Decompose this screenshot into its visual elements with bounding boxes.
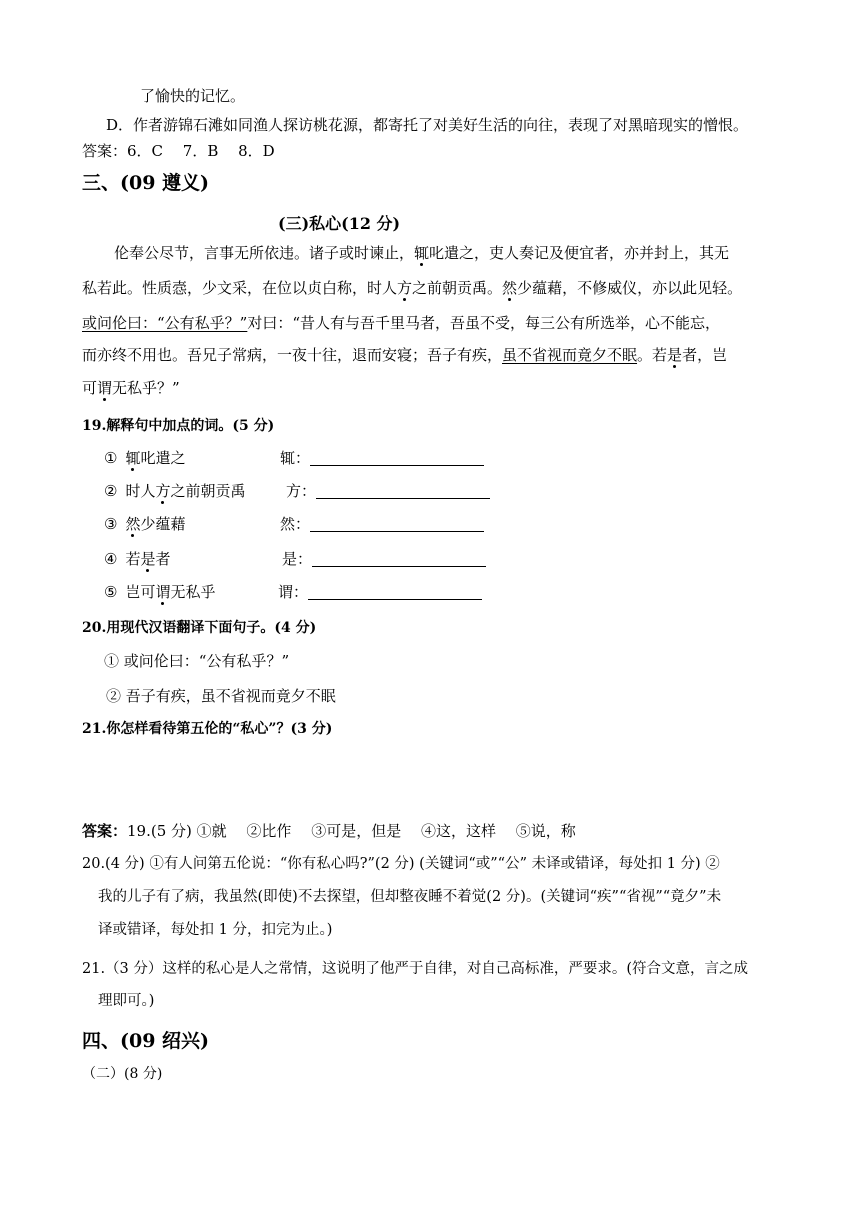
section3-heading: 三、(09 遵义): [82, 172, 210, 194]
section4-sub: （二）(8 分): [82, 1066, 163, 1082]
answer-blank[interactable]: [310, 515, 484, 532]
passage-text: 私若此。性质悫，少文采，在位以贞白称，时人: [82, 279, 398, 297]
prev-d-tail: 了愉快的记忆。: [140, 87, 246, 105]
passage-title: (三)私心(12 分): [278, 214, 401, 233]
answer-label: 答案：: [82, 822, 128, 840]
q20-sentence-1: ① 或问伦曰：“公有私乎？”: [104, 652, 290, 670]
key-word: 然：: [280, 515, 311, 533]
dotted-word: 是: [667, 346, 683, 364]
passage-text: 伦奉公尽节，言事无所依违。诸子或时谏止，: [114, 244, 415, 262]
answer-20-line-1: 20.(4 分) ①有人问第五伦说：“你有私心吗?”(2 分) (关键词“或”“公” 未译或错译，每处扣 1 分) ②: [82, 856, 720, 872]
item-text: 者: [155, 550, 171, 568]
q20-stem: 20.用现代汉语翻译下面句子。(4 分): [82, 620, 317, 636]
q20-sentence-2: ② 吾子有疾，虽不省视而竟夕不眠: [106, 687, 336, 705]
underlined-sentence: 或问伦曰：“公有私乎？”: [82, 314, 248, 332]
answer-blank[interactable]: [312, 550, 486, 567]
passage-line-1: [114, 242, 729, 264]
answer-blank[interactable]: [308, 583, 482, 600]
dotted-word: 谓: [155, 583, 171, 601]
underlined-sentence: 虽不省视而竟夕不眠: [502, 346, 638, 364]
q19-answer-4: [282, 548, 486, 570]
answer-blank[interactable]: [316, 482, 490, 499]
passage-line-2: [82, 277, 742, 299]
item-number: ④: [104, 550, 118, 568]
q19-answer-3: [280, 513, 484, 535]
answer-text: 19.(5 分) ①就 ②比作 ③可是，但是 ④这，这样 ⑤说，称: [127, 822, 576, 840]
passage-line-3: [82, 312, 720, 334]
passage-line-5: [82, 377, 180, 399]
passage-text: 。若: [637, 346, 668, 364]
q21-answer-area[interactable]: [82, 745, 772, 805]
answer-21-line-1: 21.（3 分）这样的私心是人之常情，这说明了他严于自律，对自己高标准，严要求。(符合文意，言之成: [82, 961, 749, 977]
key-word: 谓：: [278, 583, 309, 601]
key-word: 辄：: [280, 449, 311, 467]
section4-heading: 四、(09 绍兴): [82, 1030, 210, 1052]
item-text: 岂可: [125, 583, 156, 601]
item-number: ②: [104, 482, 118, 500]
item-number: ⑤: [104, 583, 118, 601]
item-number: ③: [104, 515, 118, 533]
q19-item-5: [104, 581, 216, 603]
item-text: 叱遣之: [140, 449, 186, 467]
dotted-word: 然: [125, 515, 141, 533]
dotted-word: 方: [397, 279, 413, 297]
passage-text: 无私乎？”: [112, 379, 180, 397]
item-number: ①: [104, 449, 118, 467]
passage-text: 对曰：“昔人有与吾千里马者，吾虽不受，每三公有所选举，心不能忘，: [247, 314, 721, 332]
item-text: 少蕴藉: [140, 515, 186, 533]
item-text: 无私乎: [170, 583, 216, 601]
q19-stem: 19.解释句中加点的词。(5 分): [82, 418, 275, 434]
q19-answer-1: [280, 447, 484, 469]
passage-line-4: [82, 344, 727, 366]
passage-text: 之前朝贡禹。: [412, 279, 503, 297]
q19-item-4: [104, 548, 171, 570]
key-word: 方：: [286, 482, 317, 500]
q21-stem: 21.你怎样看待第五伦的“私心”？(3 分): [82, 721, 333, 737]
prev-d-option: D．作者游锦石滩如同渔人探访桃花源，都寄托了对美好生活的向往，表现了对黑暗现实的憎恨。: [106, 116, 749, 134]
q19-answer-2: [286, 480, 490, 502]
passage-text: 而亦终不用也。吾兄子常病，一夜十往，退而安寝；吾子有疾，: [82, 346, 503, 364]
item-text: 若: [125, 550, 141, 568]
passage-text: 少蕴藉，不修威仪，亦以此见轻。: [517, 279, 743, 297]
dotted-word: 辄: [125, 449, 141, 467]
dotted-word: 然: [502, 279, 518, 297]
dotted-word: 辄: [414, 244, 430, 262]
passage-text: 者，岂: [682, 346, 728, 364]
answer-19: [82, 820, 576, 842]
prev-answers: 答案：6．C 7．B 8．D: [82, 142, 275, 160]
dotted-word: 谓: [97, 379, 113, 397]
answer-20-line-3: 译或错译，每处扣 1 分，扣完为止。): [98, 922, 333, 938]
q19-item-3: [104, 513, 185, 535]
q19-answer-5: [278, 581, 482, 603]
answer-20-line-2: 我的儿子有了病，我虽然(即使)不去探望，但却整夜睡不着觉(2 分)。(关键词“疾”“省视”“竟夕”未: [98, 889, 722, 905]
q19-item-2: [104, 480, 246, 502]
item-text: 之前朝贡禹: [170, 482, 246, 500]
answer-21-line-2: 理即可。): [98, 993, 155, 1009]
dotted-word: 是: [140, 550, 156, 568]
passage-text: 可: [82, 379, 98, 397]
item-text: 时人: [125, 482, 156, 500]
passage-text: 叱遣之，吏人奏记及便宜者，亦并封上，其无: [429, 244, 730, 262]
dotted-word: 方: [155, 482, 171, 500]
key-word: 是：: [282, 550, 313, 568]
q19-item-1: [104, 447, 185, 469]
answer-blank[interactable]: [310, 449, 484, 466]
